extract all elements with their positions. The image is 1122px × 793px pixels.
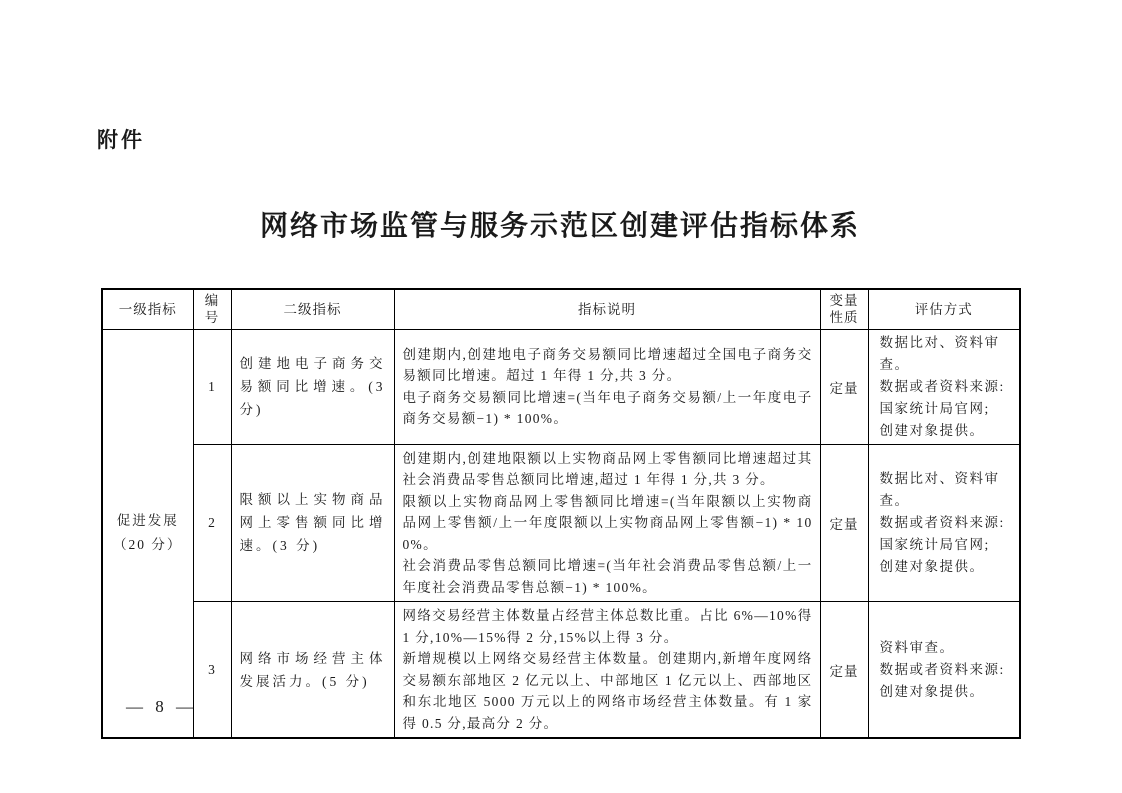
description-paragraph: 创建期内,创建地电子商务交易额同比增速超过全国电子商务交易额同比增速。超过 1 年得 1 分,共 3 分。 [402,346,813,383]
row-number: 2 [193,444,231,602]
primary-indicator-score: （20 分） [113,537,183,553]
header-primary-indicator: 一级指标 [102,289,193,329]
variable-nature: 定量 [820,329,868,444]
header-description: 指标说明 [394,289,820,329]
indicator-description [394,329,820,444]
secondary-indicator: 创建地电子商务交易额同比增速。(3 分) [231,329,394,444]
evaluation-line: 数据比对、资料审查。 [879,334,1000,372]
description-paragraph: 网络交易经营主体数量占经营主体总数比重。占比 6%—10%得 1 分,10%—15%得 2 分,15%以上得 3 分。 [402,608,813,645]
evaluation-method [868,444,1020,602]
attachment-label: 附件 [97,129,145,152]
evaluation-method [868,329,1020,444]
evaluation-line: 资料审查。 [879,639,955,655]
evaluation-line: 创建对象提供。 [879,422,985,438]
primary-indicator-cell [102,329,193,738]
secondary-indicator: 限额以上实物商品网上零售额同比增速。(3 分) [231,444,394,602]
secondary-indicator: 网络市场经营主体发展活力。(5 分) [231,602,394,739]
header-secondary-indicator: 二级指标 [231,289,394,329]
evaluation-line: 数据比对、资料审查。 [879,470,1000,508]
evaluation-method [868,602,1020,739]
evaluation-line: 国家统计局官网; [879,536,990,552]
indicator-description [394,602,820,739]
description-paragraph: 社会消费品零售总额同比增速=(当年社会消费品零售总额/上一年度社会消费品零售总额−1) * 100%。 [402,558,813,595]
description-paragraph: 限额以上实物商品网上零售额同比增速=(当年限额以上实物商品网上零售额/上一年度限额以上实物商品网上零售额−1) * 100%。 [402,493,813,552]
page-number: — 8 — [126,697,197,716]
description-paragraph: 电子商务交易额同比增速=(当年电子商务交易额/上一年度电子商务交易额−1) * 100%。 [402,389,813,426]
evaluation-line: 数据或者资料来源: [879,514,1005,530]
description-paragraph: 新增规模以上网络交易经营主体数量。创建期内,新增年度网络交易额东部地区 2 亿元以上、中部地区 1 亿元以上、西部地区和东北地区 5000 万元以上的网络市场经营主体数量。有 1 家得 0.5 分,最高分 2 分。 [402,651,813,731]
variable-nature: 定量 [820,602,868,739]
table-row [102,329,1020,444]
evaluation-line: 数据或者资料来源: [879,661,1005,677]
indicator-description [394,444,820,602]
row-number: 3 [193,602,231,739]
evaluation-line: 创建对象提供。 [879,558,985,574]
header-number: 编号 [193,289,231,329]
header-variable-nature: 变量性质 [820,289,868,329]
row-number: 1 [193,329,231,444]
table-row [102,444,1020,602]
evaluation-line: 数据或者资料来源: [879,378,1005,394]
indicator-table [101,288,1021,739]
evaluation-line: 国家统计局官网; [879,400,990,416]
header-evaluation-method: 评估方式 [868,289,1020,329]
description-paragraph: 创建期内,创建地限额以上实物商品网上零售额同比增速超过其社会消费品零售总额同比增速,超过 1 年得 1 分,共 3 分。 [402,450,813,487]
table-row [102,602,1020,739]
evaluation-line: 创建对象提供。 [879,683,985,699]
table-header-row [102,289,1020,329]
variable-nature: 定量 [820,444,868,602]
primary-indicator-name: 促进发展 [116,513,179,529]
document-title: 网络市场监管与服务示范区创建评估指标体系 [259,211,860,242]
